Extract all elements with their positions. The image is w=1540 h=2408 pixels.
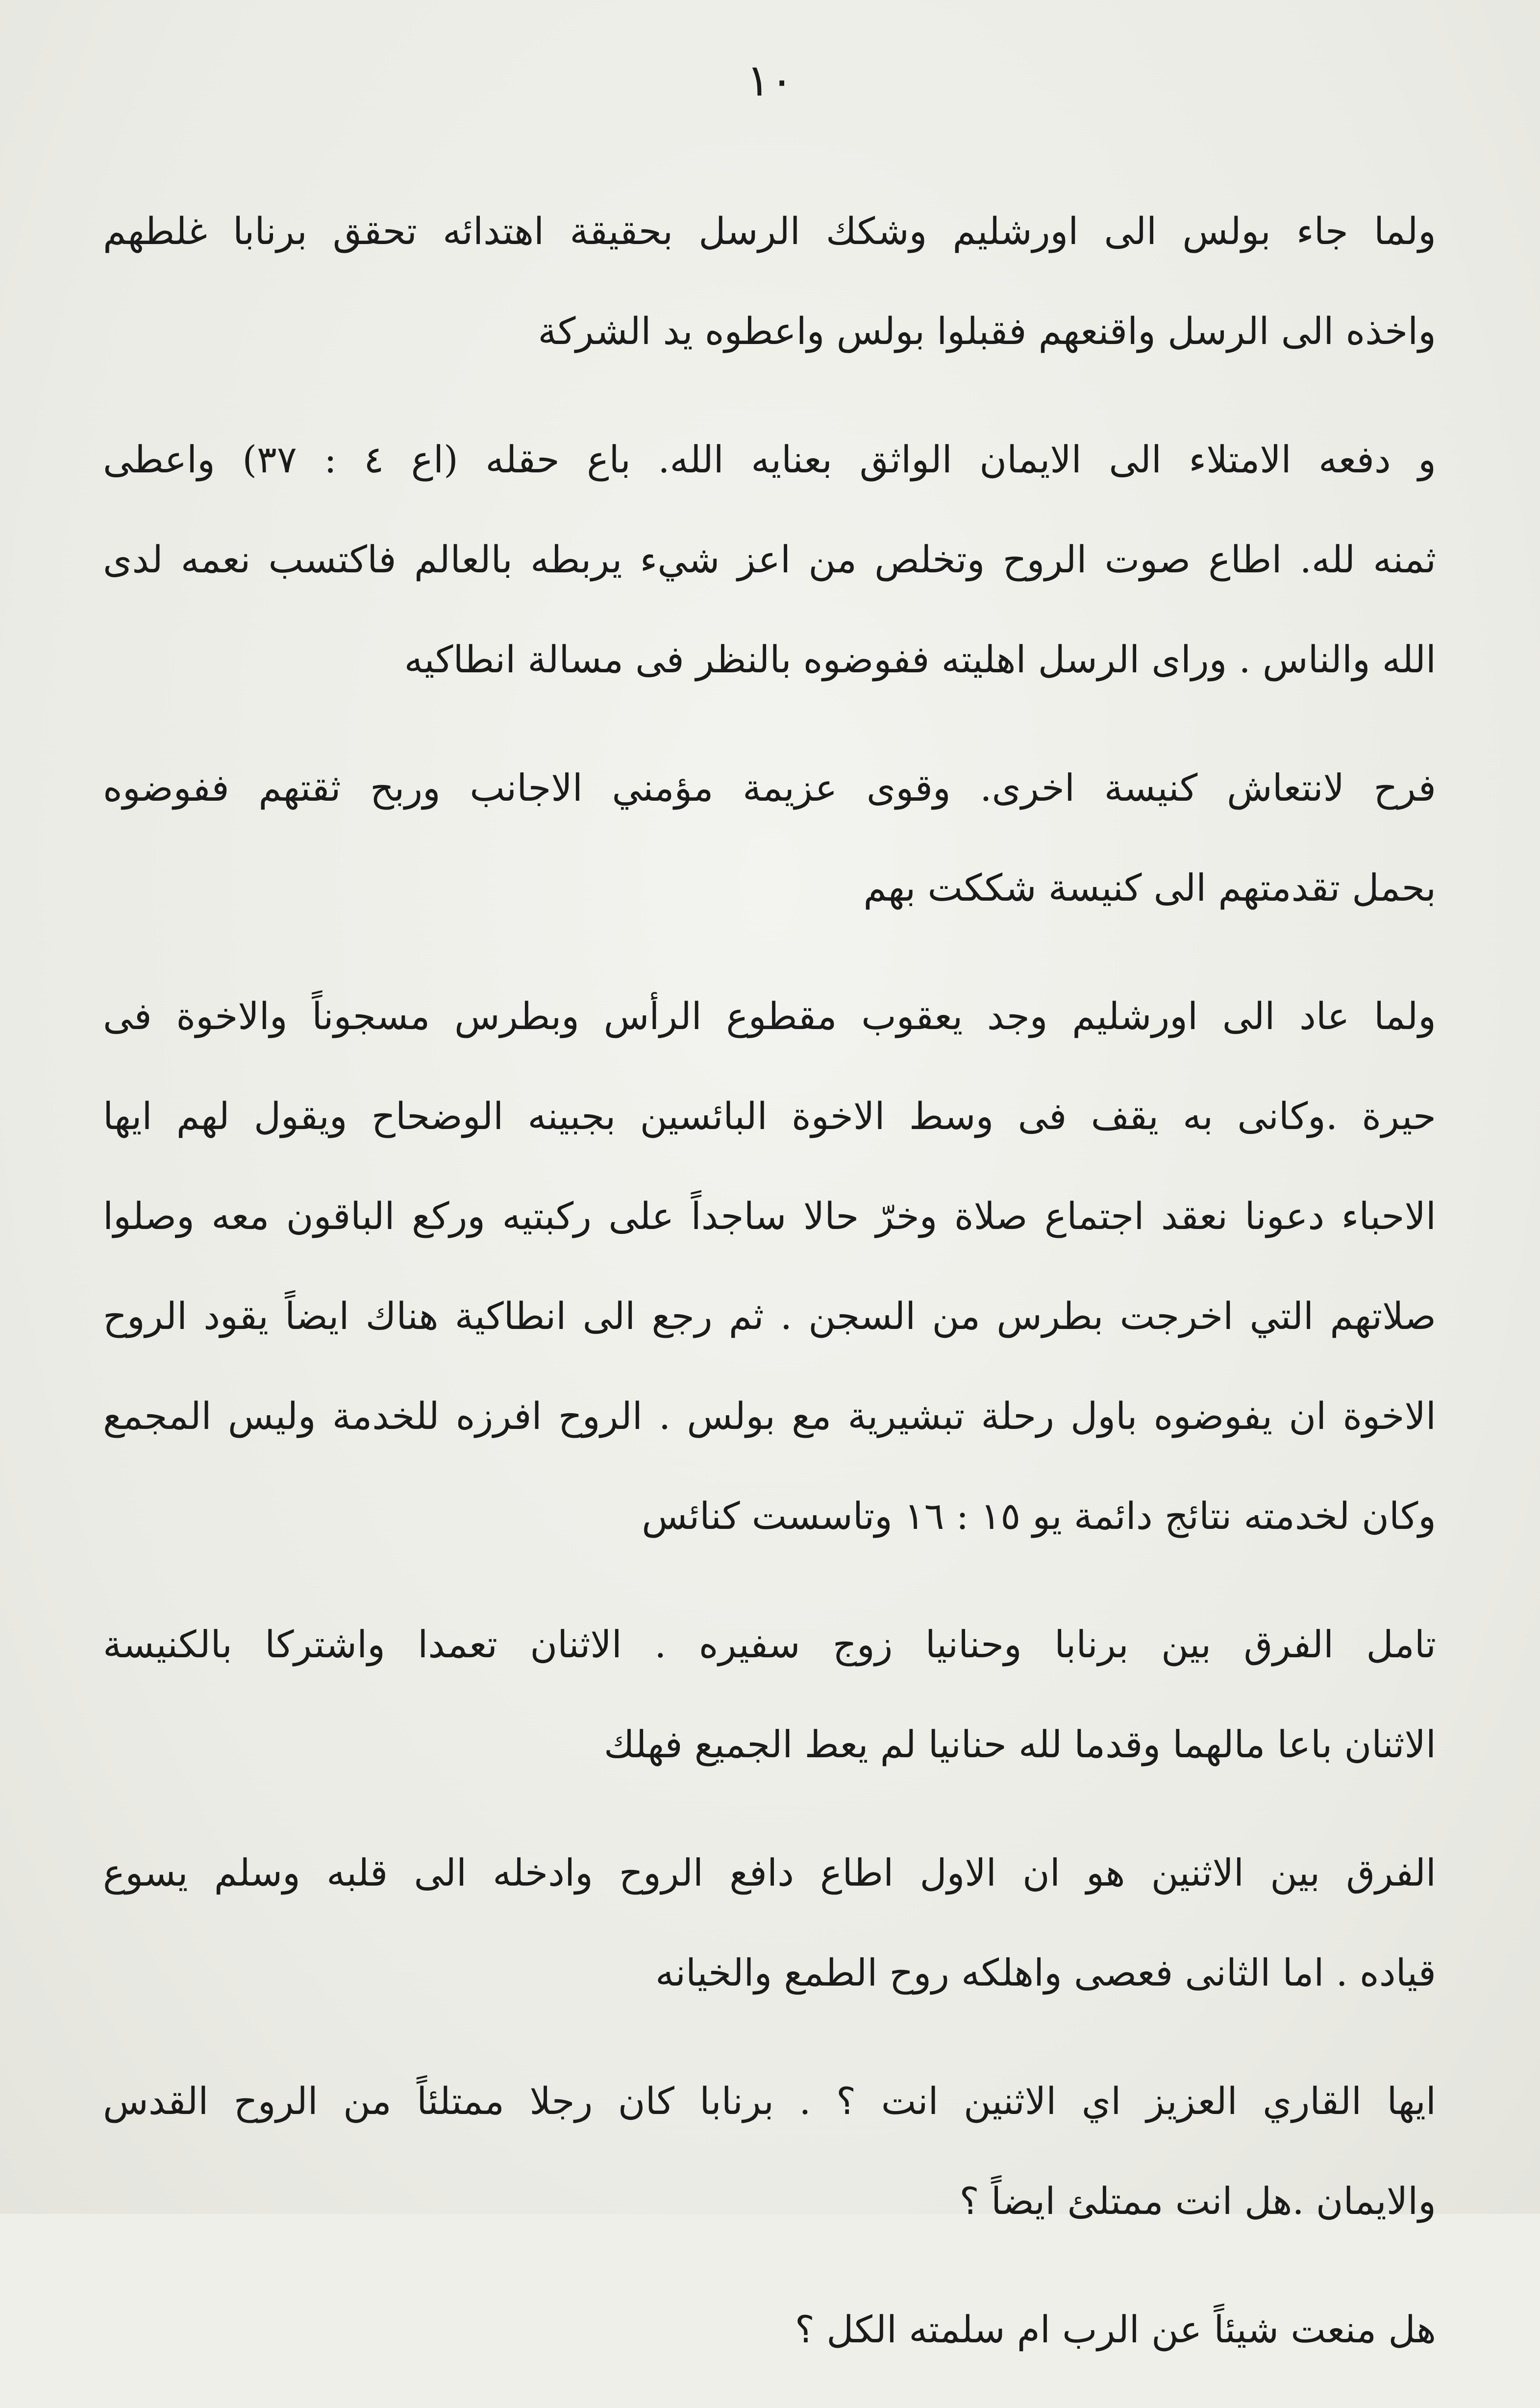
text-line: وكان لخدمته نتائج دائمة يو ١٥ : ١٦ وتاسست كنائس: [642, 1494, 1436, 1538]
text-line: تامل الفرق بين برنابا وحنانيا زوج سفيره . الاثنان تعمدا واشتركا بالكنيسة: [103, 1622, 1436, 1666]
text-line: الاخوة ان يفوضوه باول رحلة تبشيرية مع بولس . الروح افرزه للخدمة وليس المجمع: [103, 1394, 1436, 1438]
text-line: ايها القاري العزيز اي الاثنين انت ؟ . برنابا كان رجلا ممتلئاً من الروح القدس: [103, 2079, 1436, 2123]
paragraph: [103, 1595, 1436, 1794]
paragraph: [103, 1823, 1436, 2023]
page-number: ١٠: [746, 55, 794, 106]
paragraph: [103, 966, 1436, 1566]
text-line: و دفعه الامتلاء الى الايمان الواثق بعنايه الله. باع حقله (اع ٤ : ٣٧) واعطى: [103, 438, 1436, 481]
paragraph: [103, 2051, 1436, 2251]
text-line: صلاتهم التي اخرجت بطرس من السجن . ثم رجع الى انطاكية هناك ايضاً يقود الروح: [103, 1294, 1436, 1338]
text-line: والايمان .هل انت ممتلئ ايضاً ؟: [959, 2179, 1436, 2223]
text-line: ولما جاء بولس الى اورشليم وشكك الرسل بحقيقة اهتدائه تحقق برنابا غلطهم: [103, 209, 1436, 253]
paragraph: [103, 410, 1436, 710]
text-line: ثمنه لله. اطاع صوت الروح وتخلص من اعز شيء يربطه بالعالم فاكتسب نعمه لدى: [103, 538, 1436, 581]
text-line: حيرة .وكانى به يقف فى وسط الاخوة البائسين بجبينه الوضحاح ويقول لهم ايها: [103, 1094, 1436, 1138]
text-line: الله والناس . وراى الرسل اهليته ففوضوه بالنظر فى مسالة انطاكيه: [404, 638, 1436, 681]
text-line: هل منعت شيئاً عن الرب ام سلمته الكل ؟: [795, 2308, 1436, 2351]
text-line: فرح لانتعاش كنيسة اخرى. وقوى عزيمة مؤمني الاجانب وربح ثقتهم ففوضوه: [103, 766, 1436, 810]
body-text: [103, 181, 1436, 2408]
text-line: الفرق بين الاثنين هو ان الاول اطاع دافع الروح وادخله الى قلبه وسلم يسوع: [103, 1851, 1436, 1894]
text-line: بحمل تقدمتهم الى كنيسة شككت بهم: [863, 866, 1436, 909]
paragraph: [103, 738, 1436, 938]
text-line: قياده . اما الثانى فعصى واهلكه روح الطمع والخيانه: [655, 1951, 1436, 1994]
text-line: واخذه الى الرسل واقنعهم فقبلوا بولس واعطوه يد الشركة: [538, 309, 1436, 353]
text-line: الاحباء دعونا نعقد اجتماع صلاة وخرّ حالا ساجداً على ركبتيه وركع الباقون معه وصلوا: [103, 1194, 1436, 1238]
paragraph: [103, 181, 1436, 381]
text-line: الاثنان باعا مالهما وقدما لله حنانيا لم يعط الجميع فهلك: [604, 1722, 1436, 1766]
text-line: ولما عاد الى اورشليم وجد يعقوب مقطوع الرأس وبطرس مسجوناً والاخوة فى: [103, 994, 1436, 1038]
paragraph: [103, 2280, 1436, 2380]
